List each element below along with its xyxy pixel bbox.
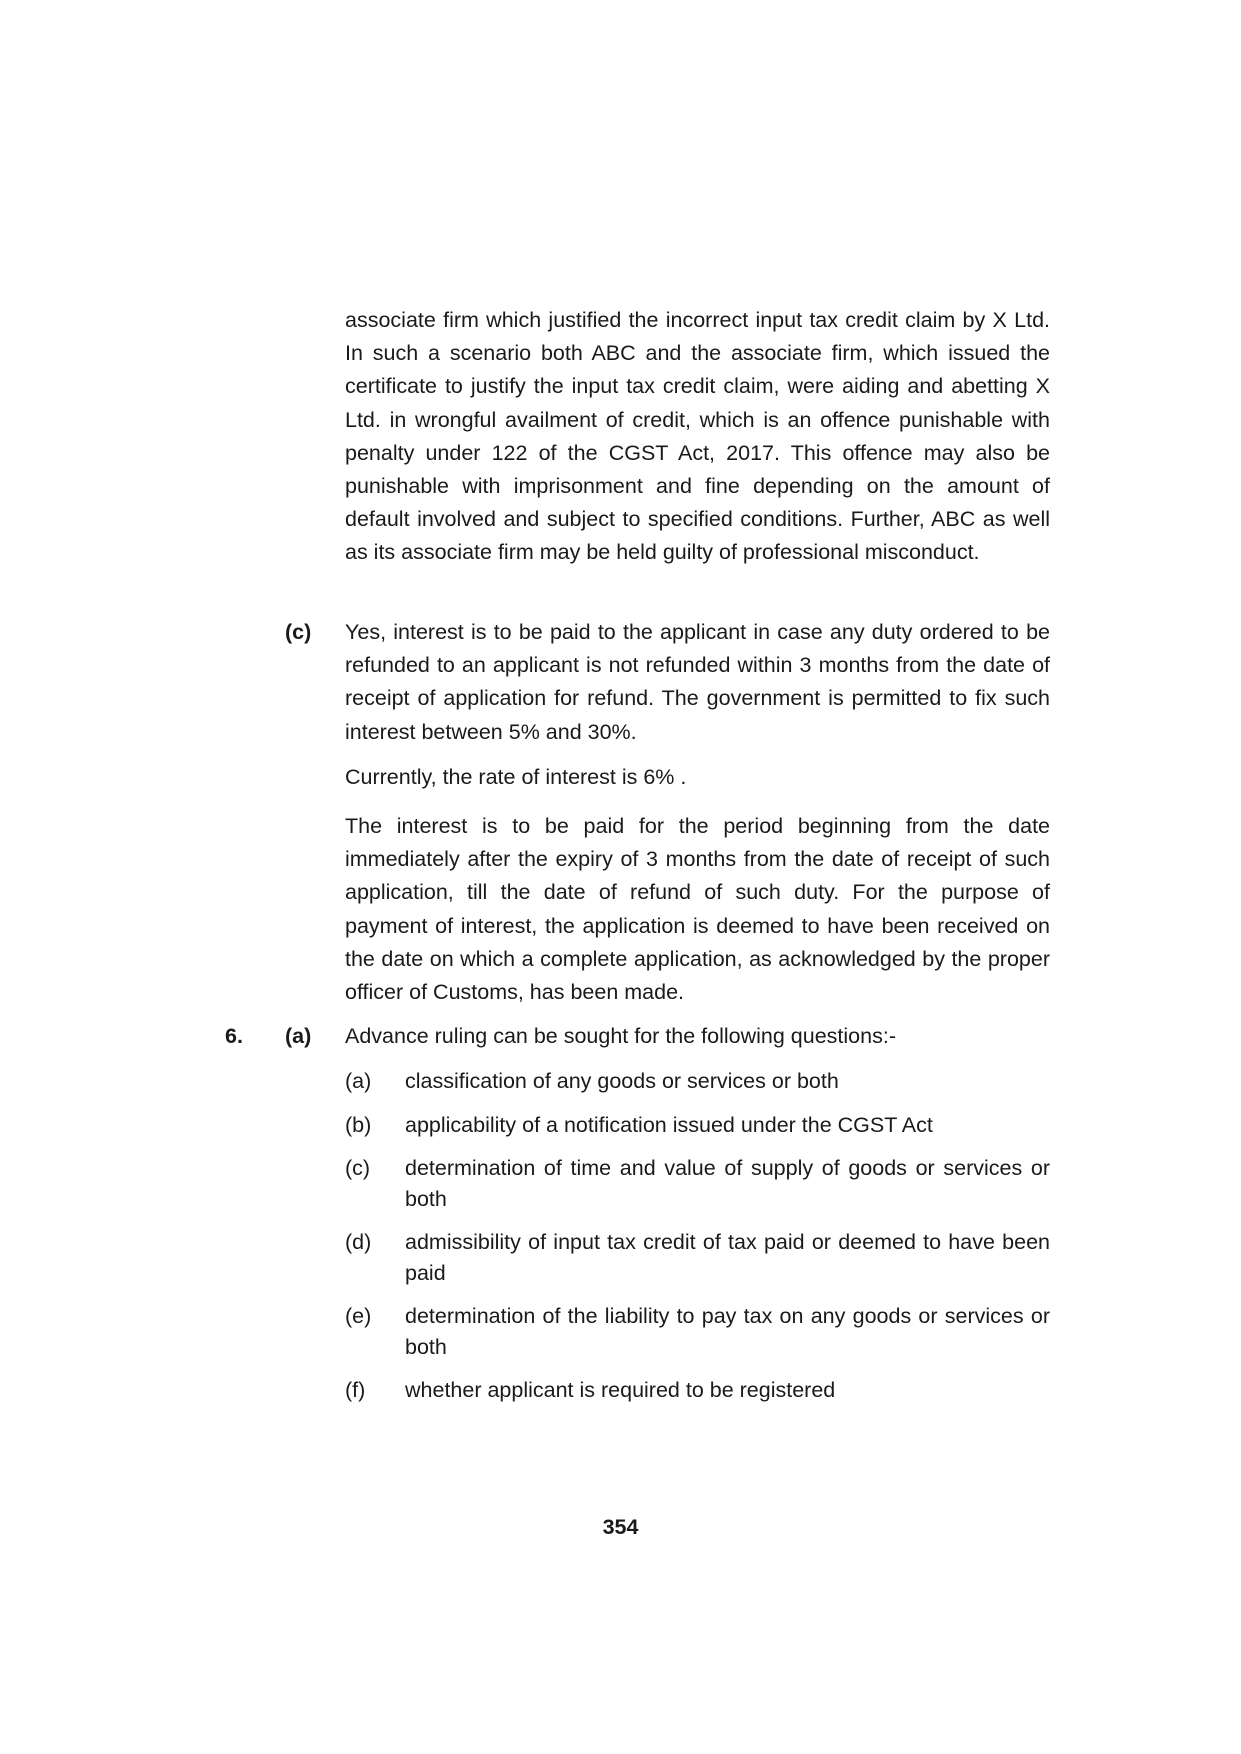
list-item-marker: (b) [345,1112,372,1137]
list-item-text: classification of any goods or services or both [405,1069,839,1093]
advance-ruling-questions-list [345,1066,1050,1419]
list-item-marker: (d) [345,1230,372,1254]
question-6-part-a-lead: Advance ruling can be sought for the following questions:- [345,1024,896,1048]
list-item-marker: (f) [345,1378,366,1402]
list-item-marker: (e) [345,1304,372,1328]
list-item-marker: (a) [345,1069,372,1093]
part-c-label: (c) [285,620,312,644]
list-item [345,1153,1050,1214]
list-item-text: determination of the liability to pay tax on any goods or services or both [405,1304,1050,1359]
list-item [345,1066,1050,1097]
question-6-number: 6. [225,1024,243,1048]
list-item-marker: (c) [345,1156,371,1180]
list-item [345,1110,1050,1141]
list-item-text: whether applicant is required to be registered [405,1378,836,1402]
intro-paragraph: associate firm which justified the incorrect input tax credit claim by X Ltd. In such a scenario both ABC and the associate firm, which issued the certificate to justify the input tax credit claim, were aiding and abetting X Ltd. in wrongful availment of credit, which is an offence punishable with penalty under 122 of the CGST Act, 2017. This offence may also be punishable with imprisonment and fine depending on the amount of default involved and subject to specified conditions. Further, ABC as well as its associate firm may be held guilty of professional misconduct. [345,308,1050,565]
question-6-part-a-label: (a) [285,1024,312,1048]
part-c-paragraph-1: Yes, interest is to be paid to the applicant in case any duty ordered to be refunded to an applicant is not refunded within 3 months from the date of receipt of application for refund. The government is permitted to fix such interest between 5% and 30%. [345,620,1050,744]
part-c-paragraph-3: The interest is to be paid for the period beginning from the date immediately after the expiry of 3 months from the date of receipt of such application, till the date of refund of such duty. For the purpose of payment of interest, the application is deemed to have been received on the date on which a complete application, as acknowledged by the proper officer of Customs, has been made. [345,814,1050,1005]
list-item-text: applicability of a notification issued under the CGST Act [405,1112,933,1137]
list-item [345,1227,1050,1288]
list-item [345,1301,1050,1362]
list-item [345,1375,1050,1406]
list-item-text: determination of time and value of supply of goods or services or both [405,1156,1050,1211]
list-item-text: admissibility of input tax credit of tax paid or deemed to have been paid [405,1230,1050,1285]
page-number: 354 [602,1515,639,1539]
part-c-paragraph-2: Currently, the rate of interest is 6% . [345,765,687,789]
